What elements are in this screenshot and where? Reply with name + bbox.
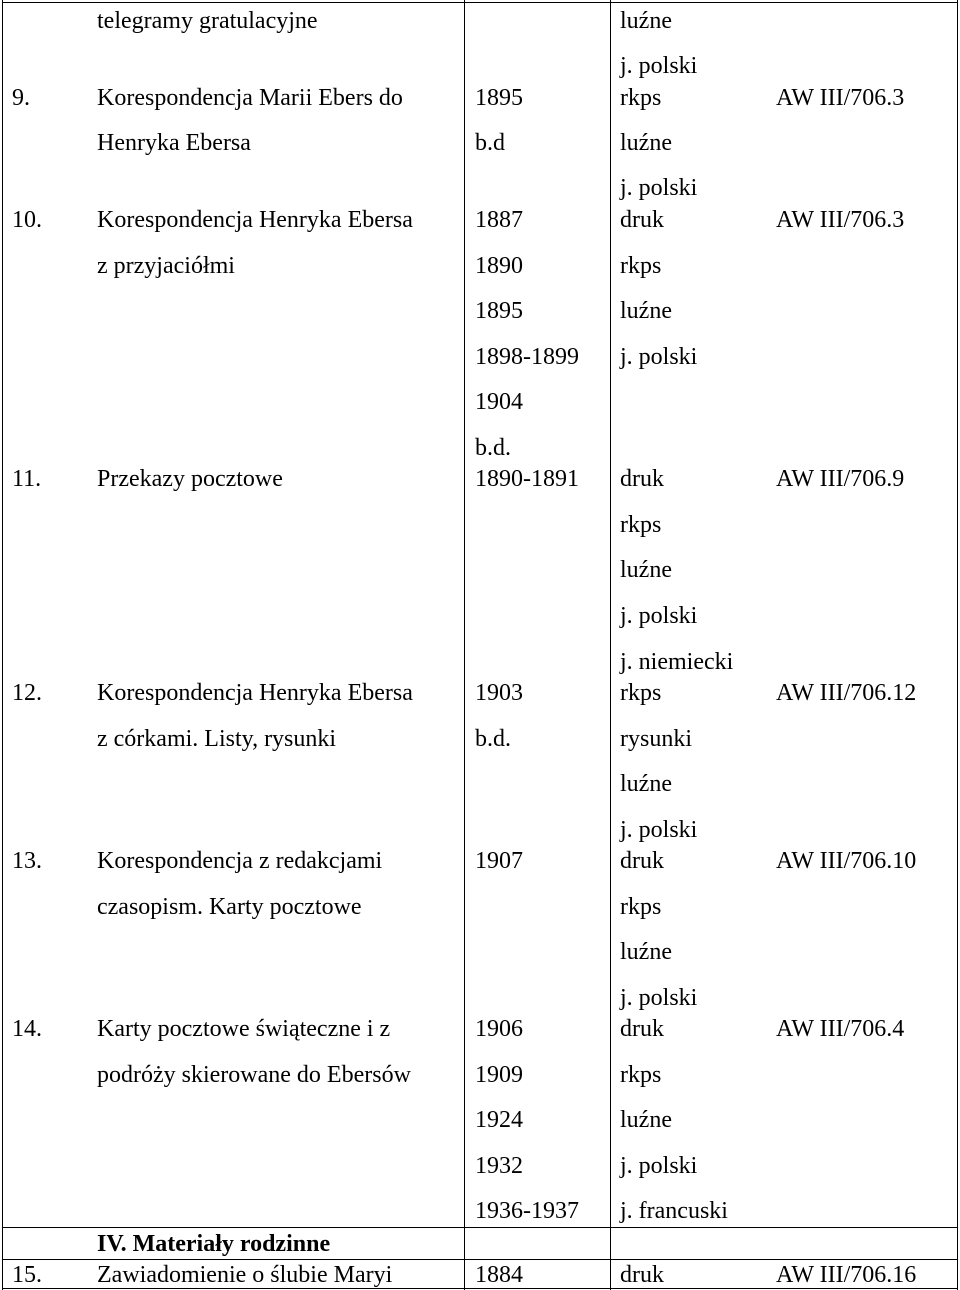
signature-cell: AW III/706.9	[776, 466, 905, 492]
date-cell: 1904	[475, 389, 523, 415]
date-cell: 1895	[475, 85, 523, 111]
form-cell: rysunki	[620, 726, 692, 752]
table-border-top	[2, 2, 958, 3]
date-cell: 1936-1937	[475, 1198, 579, 1224]
item-title: Korespondencja Henryka Ebersa	[97, 680, 413, 706]
item-title: z przyjaciółmi	[97, 253, 235, 279]
date-cell: 1890	[475, 253, 523, 279]
form-cell: luźne	[620, 298, 672, 324]
date-cell: b.d.	[475, 726, 511, 752]
row-number: 11.	[12, 466, 42, 492]
date-cell: 1898-1899	[475, 344, 579, 370]
form-cell: j. polski	[620, 985, 698, 1011]
table-border-left	[2, 0, 3, 1290]
section-heading: IV. Materiały rodzinne	[97, 1231, 331, 1257]
row-number: 14.	[12, 1016, 42, 1042]
item-title: Karty pocztowe świąteczne i z	[97, 1016, 391, 1042]
date-cell: b.d	[475, 130, 505, 156]
form-cell: druk	[620, 1262, 664, 1288]
form-cell: druk	[620, 466, 664, 492]
form-cell: rkps	[620, 894, 662, 920]
row-number: 10.	[12, 207, 42, 233]
form-cell: j. polski	[620, 603, 698, 629]
table-border-right	[957, 0, 958, 1290]
form-cell: luźne	[620, 130, 672, 156]
signature-cell: AW III/706.4	[776, 1016, 905, 1042]
signature-cell: AW III/706.10	[776, 848, 917, 874]
form-cell: j. polski	[620, 1153, 698, 1179]
date-cell: 1895	[475, 298, 523, 324]
row-number: 13.	[12, 848, 42, 874]
item-title: Przekazy pocztowe	[97, 466, 283, 492]
item-title: Zawiadomienie o ślubie Maryi	[97, 1262, 393, 1288]
item-title: Korespondencja Marii Ebers do	[97, 85, 403, 111]
item-title: z córkami. Listy, rysunki	[97, 726, 337, 752]
item-title: Henryka Ebersa	[97, 130, 251, 156]
date-cell: 1907	[475, 848, 523, 874]
column-divider-form	[610, 0, 611, 1290]
date-cell: 1887	[475, 207, 523, 233]
form-cell: druk	[620, 207, 664, 233]
date-cell: 1906	[475, 1016, 523, 1042]
form-cell: j. francuski	[620, 1198, 728, 1224]
form-cell: luźne	[620, 8, 672, 34]
form-cell: j. polski	[620, 344, 698, 370]
row-number: 12.	[12, 680, 42, 706]
form-cell: luźne	[620, 939, 672, 965]
form-cell: j. polski	[620, 53, 698, 79]
form-cell: luźne	[620, 557, 672, 583]
item-title-continuation: telegramy gratulacyjne	[97, 8, 318, 34]
row-number: 15.	[12, 1262, 42, 1288]
section-divider-bottom	[2, 1259, 958, 1260]
signature-cell: AW III/706.12	[776, 680, 917, 706]
form-cell: rkps	[620, 1062, 662, 1088]
date-cell: b.d.	[475, 435, 511, 461]
form-cell: rkps	[620, 85, 662, 111]
date-cell: 1884	[475, 1262, 523, 1288]
form-cell: druk	[620, 1016, 664, 1042]
form-cell: rkps	[620, 512, 662, 538]
form-cell: j. polski	[620, 817, 698, 843]
row-number: 9.	[12, 85, 30, 111]
table-border-bottom	[2, 1288, 958, 1289]
form-cell: luźne	[620, 1107, 672, 1133]
item-title: Korespondencja z redakcjami	[97, 848, 383, 874]
form-cell: druk	[620, 848, 664, 874]
date-cell: 1909	[475, 1062, 523, 1088]
form-cell: j. niemiecki	[620, 649, 734, 675]
date-cell: 1903	[475, 680, 523, 706]
signature-cell: AW III/706.16	[776, 1262, 917, 1288]
item-title: podróży skierowane do Ebersów	[97, 1062, 411, 1088]
date-cell: 1932	[475, 1153, 523, 1179]
signature-cell: AW III/706.3	[776, 207, 905, 233]
form-cell: luźne	[620, 771, 672, 797]
signature-cell: AW III/706.3	[776, 85, 905, 111]
date-cell: 1890-1891	[475, 466, 579, 492]
item-title: Korespondencja Henryka Ebersa	[97, 207, 413, 233]
item-title: czasopism. Karty pocztowe	[97, 894, 362, 920]
form-cell: rkps	[620, 680, 662, 706]
form-cell: j. polski	[620, 175, 698, 201]
date-cell: 1924	[475, 1107, 523, 1133]
section-divider-top	[2, 1227, 958, 1228]
column-divider-dates	[464, 0, 465, 1290]
form-cell: rkps	[620, 253, 662, 279]
